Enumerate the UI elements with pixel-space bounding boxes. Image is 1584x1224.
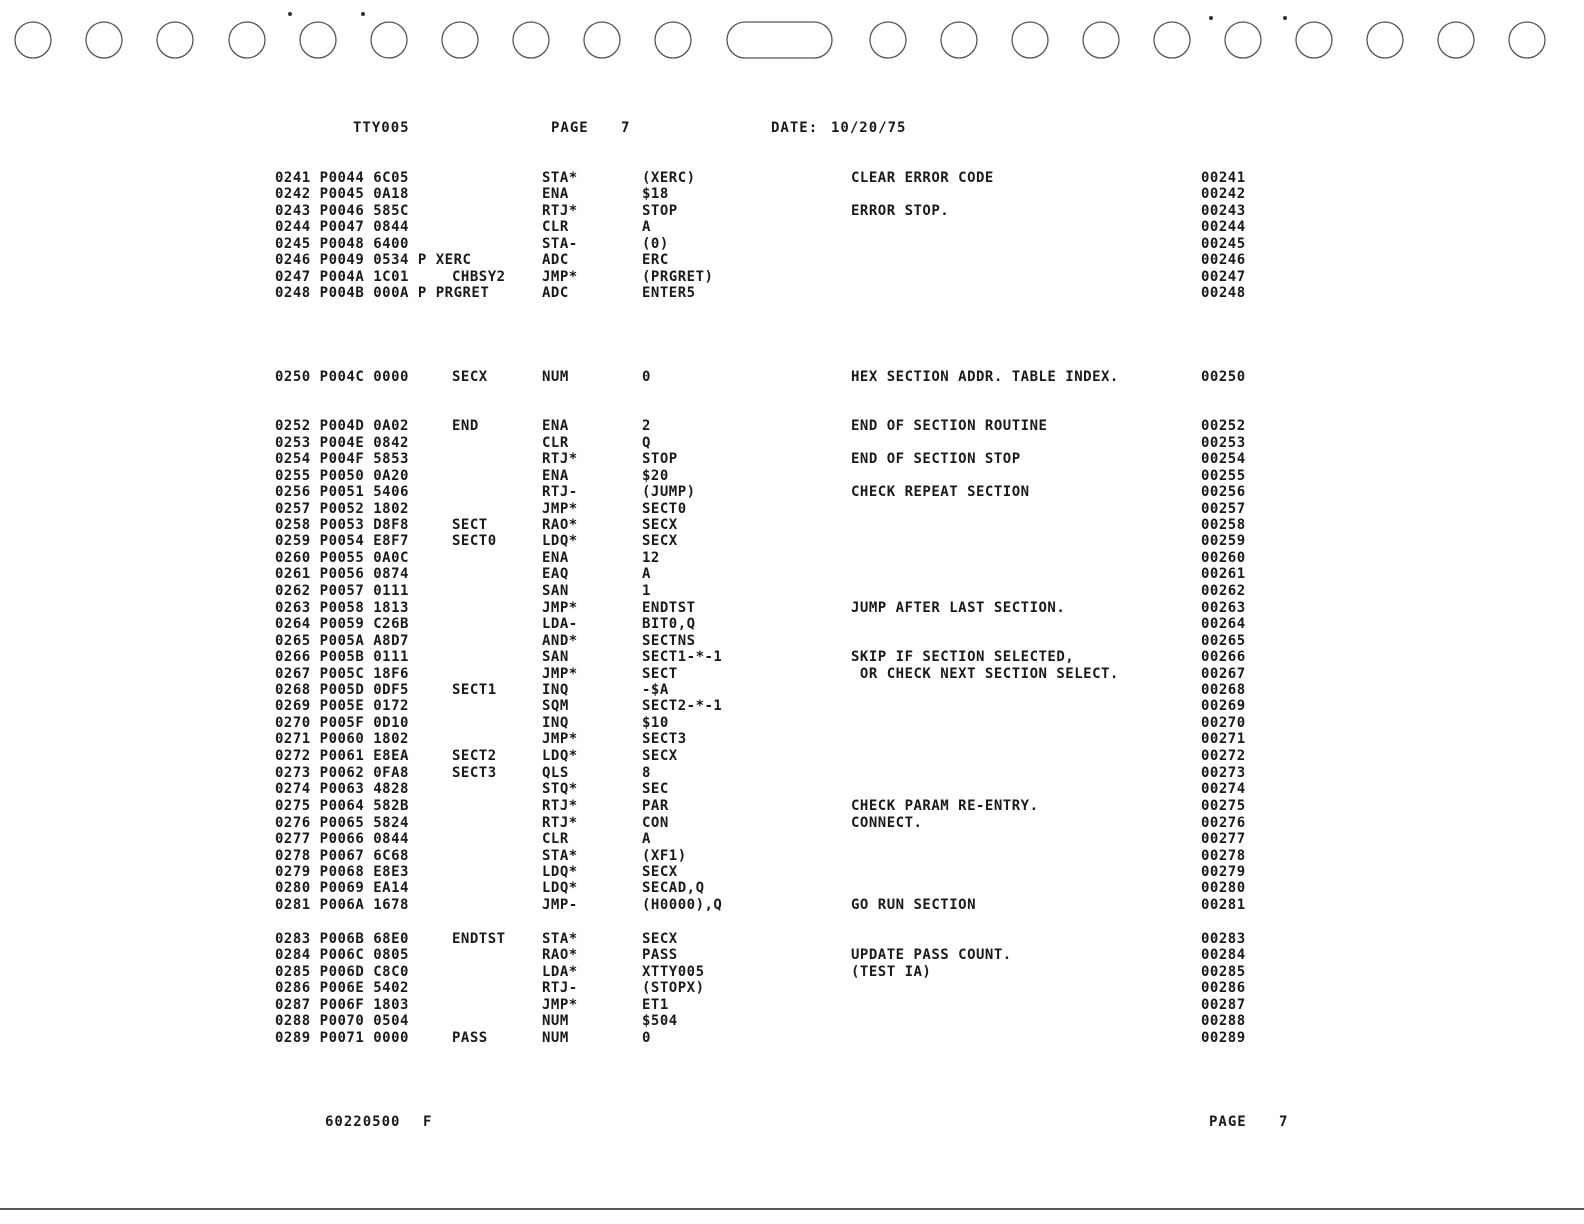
listing-line (0, 997, 1584, 1014)
listing-operand: 2 (642, 418, 651, 434)
listing-sequence: 00279 (1201, 864, 1246, 880)
listing-sequence: 00247 (1201, 269, 1246, 285)
listing-opcode: ADC (542, 252, 569, 268)
listing-label: SECT3 (452, 765, 497, 781)
listing-address: 0257 P0052 1802 (275, 501, 409, 517)
listing-address: 0259 P0054 E8F7 (275, 533, 409, 549)
listing-line (0, 947, 1584, 964)
listing-operand: A (642, 831, 651, 847)
listing-sequence: 00241 (1201, 170, 1246, 186)
listing-address: 0276 P0065 5824 (275, 815, 409, 831)
listing-address: 0244 P0047 0844 (275, 219, 409, 235)
listing-operand: (XF1) (642, 848, 687, 864)
listing-operand: (XERC) (642, 170, 696, 186)
listing-line (0, 831, 1584, 848)
listing-line (0, 897, 1584, 914)
listing-operand: CON (642, 815, 669, 831)
listing-operand: $18 (642, 186, 669, 202)
listing-sequence: 00255 (1201, 468, 1246, 484)
listing-operand: Q (642, 435, 651, 451)
listing-comment: JUMP AFTER LAST SECTION. (851, 600, 1066, 616)
listing-label: CHBSY2 (452, 269, 506, 285)
listing-operand: SECX (642, 533, 678, 549)
listing-address: 0268 P005D 0DF5 (275, 682, 409, 698)
listing-address: 0267 P005C 18F6 (275, 666, 409, 682)
listing-operand: ET1 (642, 997, 669, 1013)
listing-line (0, 468, 1584, 485)
listing-sequence: 00288 (1201, 1013, 1246, 1029)
listing-label: ENDTST (452, 931, 506, 947)
listing-sequence: 00260 (1201, 550, 1246, 566)
listing-address: 0247 P004A 1C01 (275, 269, 409, 285)
listing-line (0, 731, 1584, 748)
listing-opcode: JMP- (542, 897, 578, 913)
listing-sequence: 00278 (1201, 848, 1246, 864)
listing-operand: SECT3 (642, 731, 687, 747)
listing-address: 0241 P0044 6C05 (275, 170, 409, 186)
listing-operand: (JUMP) (642, 484, 696, 500)
listing-sequence: 00268 (1201, 682, 1246, 698)
listing-sequence: 00246 (1201, 252, 1246, 268)
listing-line (0, 748, 1584, 765)
listing-opcode: STA* (542, 848, 578, 864)
listing-line (0, 649, 1584, 666)
listing-operand: STOP (642, 203, 678, 219)
listing-line (0, 186, 1584, 203)
listing-opcode: SAN (542, 649, 569, 665)
listing-line (0, 583, 1584, 600)
header-program: TTY005 (353, 120, 410, 136)
listing-line (0, 666, 1584, 683)
listing-label: SECX (452, 369, 488, 385)
listing-opcode: RAO* (542, 947, 578, 963)
listing-sequence: 00287 (1201, 997, 1246, 1013)
listing-opcode: ENA (542, 468, 569, 484)
listing-sequence: 00250 (1201, 369, 1246, 385)
footer-doc-number: 60220500 (325, 1114, 401, 1130)
listing-sequence: 00281 (1201, 897, 1246, 913)
listing-operand: $20 (642, 468, 669, 484)
listing-comment: CHECK PARAM RE-ENTRY. (851, 798, 1039, 814)
listing-label: PASS (452, 1030, 488, 1046)
listing-operand: 0 (642, 1030, 651, 1046)
listing-address: 0256 P0051 5406 (275, 484, 409, 500)
listing-operand: ENTER5 (642, 285, 696, 301)
listing-line (0, 633, 1584, 650)
listing-sequence: 00273 (1201, 765, 1246, 781)
listing-opcode: JMP* (542, 997, 578, 1013)
listing-address: 0246 P0049 0534 P XERC (275, 252, 472, 268)
listing-comment: CONNECT. (851, 815, 923, 831)
listing-comment: END OF SECTION STOP (851, 451, 1021, 467)
listing-opcode: STQ* (542, 781, 578, 797)
listing-line (0, 517, 1584, 534)
listing-address: 0280 P0069 EA14 (275, 880, 409, 896)
listing-sequence: 00258 (1201, 517, 1246, 533)
listing-opcode: LDA* (542, 964, 578, 980)
listing-opcode: LDQ* (542, 533, 578, 549)
listing-opcode: CLR (542, 219, 569, 235)
listing-comment: END OF SECTION ROUTINE (851, 418, 1048, 434)
listing-address: 0277 P0066 0844 (275, 831, 409, 847)
listing-opcode: RTJ* (542, 815, 578, 831)
listing-line (0, 781, 1584, 798)
header-page-number: 7 (621, 120, 631, 136)
listing-comment: (TEST IA) (851, 964, 932, 980)
listing-sequence: 00274 (1201, 781, 1246, 797)
listing-opcode: LDQ* (542, 748, 578, 764)
listing-line (0, 880, 1584, 897)
listing-sequence: 00244 (1201, 219, 1246, 235)
listing-line (0, 682, 1584, 699)
listing-line (0, 980, 1584, 997)
listing-address: 0285 P006D C8C0 (275, 964, 409, 980)
listing-line (0, 269, 1584, 286)
listing-comment: UPDATE PASS COUNT. (851, 947, 1012, 963)
listing-line (0, 533, 1584, 550)
listing-opcode: CLR (542, 831, 569, 847)
listing-line (0, 1013, 1584, 1030)
listing-opcode: RTJ* (542, 451, 578, 467)
listing-operand: (PRGRET) (642, 269, 714, 285)
listing-comment: HEX SECTION ADDR. TABLE INDEX. (851, 369, 1119, 385)
listing-line (0, 285, 1584, 302)
listing-sequence: 00252 (1201, 418, 1246, 434)
listing-line (0, 203, 1584, 220)
listing-opcode: INQ (542, 682, 569, 698)
listing-line (0, 236, 1584, 253)
listing-opcode: STA* (542, 170, 578, 186)
listing-sequence: 00277 (1201, 831, 1246, 847)
listing-address: 0273 P0062 0FA8 (275, 765, 409, 781)
listing-label: SECT2 (452, 748, 497, 764)
listing-opcode: RTJ* (542, 798, 578, 814)
listing-line (0, 616, 1584, 633)
listing-address: 0278 P0067 6C68 (275, 848, 409, 864)
page-bottom-edge (0, 1208, 1584, 1210)
listing-opcode: ADC (542, 285, 569, 301)
listing-opcode: AND* (542, 633, 578, 649)
listing-address: 0287 P006F 1803 (275, 997, 409, 1013)
listing-sequence: 00257 (1201, 501, 1246, 517)
listing-address: 0272 P0061 E8EA (275, 748, 409, 764)
listing-address: 0269 P005E 0172 (275, 698, 409, 714)
listing-address: 0281 P006A 1678 (275, 897, 409, 913)
listing-sequence: 00262 (1201, 583, 1246, 599)
listing-operand: SECT0 (642, 501, 687, 517)
footer-page-number: 7 (1279, 1114, 1289, 1130)
listing-opcode: EAQ (542, 566, 569, 582)
listing-address: 0242 P0045 0A18 (275, 186, 409, 202)
listing-sequence: 00283 (1201, 931, 1246, 947)
listing-operand: SECX (642, 748, 678, 764)
listing-sequence: 00271 (1201, 731, 1246, 747)
listing-sequence: 00263 (1201, 600, 1246, 616)
listing-operand: SECT (642, 666, 678, 682)
listing-opcode: NUM (542, 1030, 569, 1046)
listing-opcode: JMP* (542, 501, 578, 517)
listing-operand: SECT2-*-1 (642, 698, 723, 714)
listing-sequence: 00276 (1201, 815, 1246, 831)
listing-address: 0250 P004C 0000 (275, 369, 409, 385)
listing-opcode: NUM (542, 1013, 569, 1029)
listing-operand: SECX (642, 864, 678, 880)
listing-sequence: 00245 (1201, 236, 1246, 252)
listing-sequence: 00265 (1201, 633, 1246, 649)
listing-sequence: 00285 (1201, 964, 1246, 980)
listing-operand: ERC (642, 252, 669, 268)
listing-sequence: 00254 (1201, 451, 1246, 467)
listing-sequence: 00259 (1201, 533, 1246, 549)
listing-operand: SECT1-*-1 (642, 649, 723, 665)
listing-sequence: 00286 (1201, 980, 1246, 996)
listing-line (0, 815, 1584, 832)
listing-operand: A (642, 566, 651, 582)
listing-line (0, 931, 1584, 948)
listing-operand: A (642, 219, 651, 235)
listing-address: 0288 P0070 0504 (275, 1013, 409, 1029)
listing-sequence: 00275 (1201, 798, 1246, 814)
listing-opcode: JMP* (542, 600, 578, 616)
listing-line (0, 418, 1584, 435)
listing-operand: XTTY005 (642, 964, 705, 980)
listing-operand: SECX (642, 517, 678, 533)
listing-comment: CHECK REPEAT SECTION (851, 484, 1030, 500)
listing-sequence: 00253 (1201, 435, 1246, 451)
listing-sequence: 00256 (1201, 484, 1246, 500)
listing-opcode: CLR (542, 435, 569, 451)
listing-address: 0262 P0057 0111 (275, 583, 409, 599)
listing-line (0, 715, 1584, 732)
listing-address: 0266 P005B 0111 (275, 649, 409, 665)
listing-address: 0243 P0046 585C (275, 203, 409, 219)
listing-operand: PASS (642, 947, 678, 963)
listing-address: 0264 P0059 C26B (275, 616, 409, 632)
listing-sequence: 00267 (1201, 666, 1246, 682)
listing-operand: (0) (642, 236, 669, 252)
listing-address: 0265 P005A A8D7 (275, 633, 409, 649)
listing-address: 0270 P005F 0D10 (275, 715, 409, 731)
listing-sequence: 00242 (1201, 186, 1246, 202)
listing-address: 0252 P004D 0A02 (275, 418, 409, 434)
listing-comment: CLEAR ERROR CODE (851, 170, 994, 186)
listing-address: 0260 P0055 0A0C (275, 550, 409, 566)
listing-line (0, 252, 1584, 269)
listing-sequence: 00264 (1201, 616, 1246, 632)
listing-opcode: JMP* (542, 666, 578, 682)
listing-operand: SECAD,Q (642, 880, 705, 896)
listing-opcode: INQ (542, 715, 569, 731)
listing-operand: 0 (642, 369, 651, 385)
listing-line (0, 484, 1584, 501)
listing-operand: -$A (642, 682, 669, 698)
listing-address: 0289 P0071 0000 (275, 1030, 409, 1046)
listing-address: 0261 P0056 0874 (275, 566, 409, 582)
listing-line (0, 369, 1584, 386)
listing-address: 0286 P006E 5402 (275, 980, 409, 996)
listing-address: 0258 P0053 D8F8 (275, 517, 409, 533)
listing-comment: ERROR STOP. (851, 203, 950, 219)
listing-line (0, 864, 1584, 881)
listing-sequence: 00270 (1201, 715, 1246, 731)
listing-opcode: STA- (542, 236, 578, 252)
listing-line (0, 1030, 1584, 1047)
listing-opcode: ENA (542, 186, 569, 202)
listing-opcode: STA* (542, 931, 578, 947)
listing-line (0, 765, 1584, 782)
listing-label: SECT (452, 517, 488, 533)
header-date: 10/20/75 (831, 120, 907, 136)
listing-label: END (452, 418, 479, 434)
listing-opcode: SQM (542, 698, 569, 714)
header-page-label: PAGE (551, 120, 589, 136)
listing-operand: 8 (642, 765, 651, 781)
listing-operand: (STOPX) (642, 980, 705, 996)
listing-sequence: 00269 (1201, 698, 1246, 714)
listing-opcode: RTJ- (542, 484, 578, 500)
listing-label: SECT1 (452, 682, 497, 698)
listing-sequence: 00280 (1201, 880, 1246, 896)
listing-line (0, 798, 1584, 815)
listing-line (0, 600, 1584, 617)
listing-operand: BIT0,Q (642, 616, 696, 632)
listing-address: 0255 P0050 0A20 (275, 468, 409, 484)
listing-address: 0274 P0063 4828 (275, 781, 409, 797)
listing-operand: (H0000),Q (642, 897, 723, 913)
listing-address: 0254 P004F 5853 (275, 451, 409, 467)
listing-address: 0245 P0048 6400 (275, 236, 409, 252)
listing-operand: $504 (642, 1013, 678, 1029)
listing-line (0, 170, 1584, 187)
listing-opcode: ENA (542, 418, 569, 434)
listing-label: SECT0 (452, 533, 497, 549)
listing-opcode: RAO* (542, 517, 578, 533)
listing-opcode: JMP* (542, 269, 578, 285)
header-date-label: DATE: (771, 120, 819, 136)
listing-opcode: SAN (542, 583, 569, 599)
listing-opcode: LDQ* (542, 880, 578, 896)
listing-line (0, 435, 1584, 452)
listing-opcode: LDA- (542, 616, 578, 632)
listing-operand: SEC (642, 781, 669, 797)
listing-sequence: 00289 (1201, 1030, 1246, 1046)
listing-opcode: JMP* (542, 731, 578, 747)
listing-line (0, 501, 1584, 518)
listing-opcode: NUM (542, 369, 569, 385)
listing-comment: GO RUN SECTION (851, 897, 977, 913)
listing-line (0, 451, 1584, 468)
listing-address: 0271 P0060 1802 (275, 731, 409, 747)
listing-line (0, 566, 1584, 583)
listing-operand: STOP (642, 451, 678, 467)
listing-comment: OR CHECK NEXT SECTION SELECT. (851, 666, 1119, 682)
listing-address: 0275 P0064 582B (275, 798, 409, 814)
listing-sequence: 00261 (1201, 566, 1246, 582)
listing-opcode: LDQ* (542, 864, 578, 880)
listing-operand: $10 (642, 715, 669, 731)
listing-address: 0263 P0058 1813 (275, 600, 409, 616)
listing-line (0, 848, 1584, 865)
listing-address: 0253 P004E 0842 (275, 435, 409, 451)
listing-address: 0284 P006C 0805 (275, 947, 409, 963)
listing-address: 0248 P004B 000A P PRGRET (275, 285, 490, 301)
listing-operand: PAR (642, 798, 669, 814)
listing-sequence: 00248 (1201, 285, 1246, 301)
listing-address: 0283 P006B 68E0 (275, 931, 409, 947)
listing-operand: SECTNS (642, 633, 696, 649)
listing-opcode: QLS (542, 765, 569, 781)
listing-line (0, 698, 1584, 715)
listing-operand: 1 (642, 583, 651, 599)
listing-sequence: 00266 (1201, 649, 1246, 665)
listing-comment: SKIP IF SECTION SELECTED, (851, 649, 1075, 665)
listing-line (0, 964, 1584, 981)
listing-opcode: RTJ- (542, 980, 578, 996)
listing-line (0, 550, 1584, 567)
listing-operand: ENDTST (642, 600, 696, 616)
listing-sequence: 00243 (1201, 203, 1246, 219)
listing-operand: 12 (642, 550, 660, 566)
footer-revision: F (423, 1114, 433, 1130)
listing-sequence: 00284 (1201, 947, 1246, 963)
listing-sequence: 00272 (1201, 748, 1246, 764)
listing-operand: SECX (642, 931, 678, 947)
footer-page-label: PAGE (1209, 1114, 1247, 1130)
listing-line (0, 219, 1584, 236)
listing-opcode: ENA (542, 550, 569, 566)
listing-opcode: RTJ* (542, 203, 578, 219)
listing-address: 0279 P0068 E8E3 (275, 864, 409, 880)
